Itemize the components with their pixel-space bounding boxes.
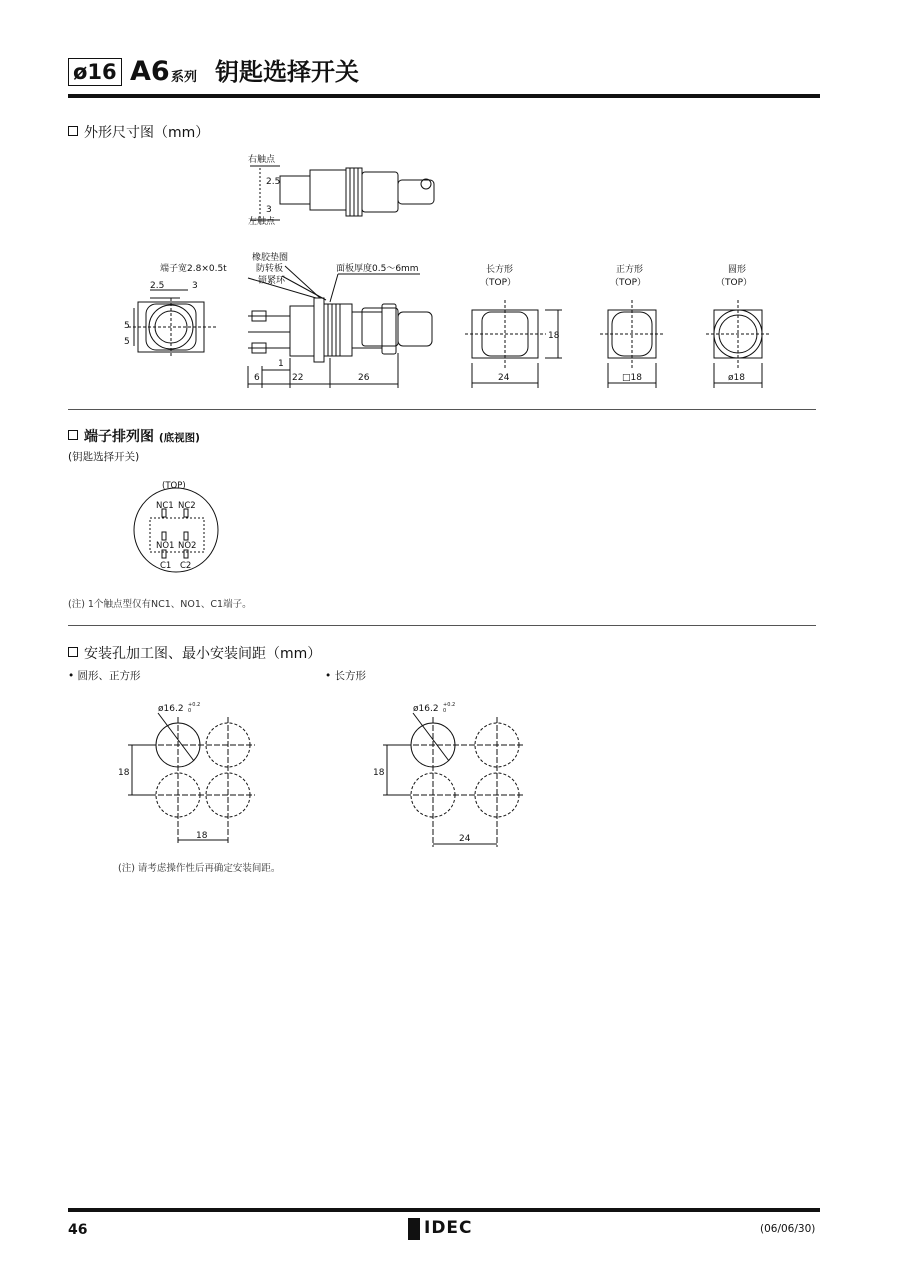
terminal-width-label: 端子宽2.8×0.5t (160, 264, 227, 274)
series-code: A6 (130, 56, 170, 87)
page-title: 钥匙选择开关 (215, 58, 359, 86)
dimensions-heading: 外形尺寸图（mm） (68, 122, 209, 142)
dim-26: 26 (358, 373, 370, 383)
terminal-diagram (130, 478, 230, 574)
diameter-badge: ø16 (68, 58, 122, 86)
terminal-subheading: (钥匙选择开关) (68, 451, 140, 463)
lock-ring-label: 锁紧环 (258, 276, 286, 286)
right-contact-label: 右触点 (248, 155, 276, 165)
checkbox-square-icon (68, 126, 78, 136)
mounting-heading: 安装孔加工图、最小安装间距（mm） (68, 643, 321, 663)
tolerance-plus-left: +0.2 (188, 702, 201, 708)
vertical-pitch-left: 18 (118, 768, 130, 778)
terminal-nc1: NC1 (156, 501, 174, 511)
checkbox-square-icon (68, 430, 78, 440)
shape-rect-name: 长方形 (486, 265, 514, 275)
section-divider (68, 625, 816, 626)
logo-bar-icon (408, 1218, 420, 1240)
dim-2-5: 2.5 (266, 177, 281, 187)
terminal-c2: C2 (180, 561, 192, 571)
shape-square-name: 正方形 (616, 265, 644, 275)
section-divider (68, 409, 816, 410)
mounting-note: (注) 请考虑操作性后再确定安装间距。 (118, 863, 281, 874)
mounting-left-label: • 圆形、正方形 (68, 670, 141, 682)
terminal-nc2: NC2 (178, 501, 196, 511)
tolerance-zero-right: 0 (443, 708, 447, 714)
dimension-drawing (120, 148, 800, 396)
shape-rect-side: 18 (548, 331, 560, 341)
checkbox-square-icon (68, 647, 78, 657)
header-rule (68, 94, 820, 98)
tolerance-zero-left: 0 (188, 708, 192, 714)
shape-square-top: （TOP） (610, 278, 647, 288)
brand-name: IDEC (424, 1218, 473, 1238)
mounting-diagram-square (110, 695, 270, 855)
terminal-no1: NO1 (156, 541, 175, 551)
horizontal-pitch-left: 18 (196, 831, 208, 841)
anti-rotation-label: 防转板 (256, 264, 284, 274)
terminal-heading: 端子排列图 (底视图) (68, 426, 200, 446)
dim-2-5-front: 2.5 (150, 281, 165, 291)
shape-circle-name: 圆形 (728, 265, 747, 275)
dim-1: 1 (278, 359, 284, 369)
hole-diameter-right: ø16.2 (413, 704, 439, 714)
shape-circle-top: （TOP） (716, 278, 753, 288)
mounting-diagram-rect (365, 695, 540, 855)
hole-diameter-left: ø16.2 (158, 704, 184, 714)
shape-rect-top: （TOP） (480, 278, 517, 288)
shape-square-dim: □18 (622, 373, 642, 383)
series-word: 系列 (171, 70, 198, 85)
page-header (68, 56, 820, 96)
dim-22: 22 (292, 373, 304, 383)
shape-circle-dim: ø18 (728, 373, 745, 383)
print-date: (06/06/30) (760, 1223, 816, 1235)
rubber-gasket-label: 橡胶垫圈 (252, 253, 289, 263)
dim-3-front: 3 (192, 281, 198, 291)
dim-5-a: 5 (124, 321, 130, 331)
terminal-no2: NO2 (178, 541, 197, 551)
panel-thickness-label: 面板厚度0.5～6mm (336, 264, 419, 274)
vertical-pitch-right: 18 (373, 768, 385, 778)
horizontal-pitch-right: 24 (459, 834, 471, 844)
tolerance-plus-right: +0.2 (443, 702, 456, 708)
dim-5-b: 5 (124, 337, 130, 347)
mounting-right-label: • 长方形 (325, 670, 367, 682)
footer-rule (68, 1208, 820, 1212)
terminal-c1: C1 (160, 561, 172, 571)
page-number: 46 (68, 1222, 88, 1238)
shape-rect-dim: 24 (498, 373, 510, 383)
terminal-top-label: (TOP) (162, 481, 186, 491)
dim-3-top: 3 (266, 205, 272, 215)
dim-6: 6 (254, 373, 260, 383)
left-contact-label: 左触点 (248, 217, 276, 227)
terminal-note: (注) 1个触点型仅有NC1、NO1、C1端子。 (68, 599, 252, 610)
